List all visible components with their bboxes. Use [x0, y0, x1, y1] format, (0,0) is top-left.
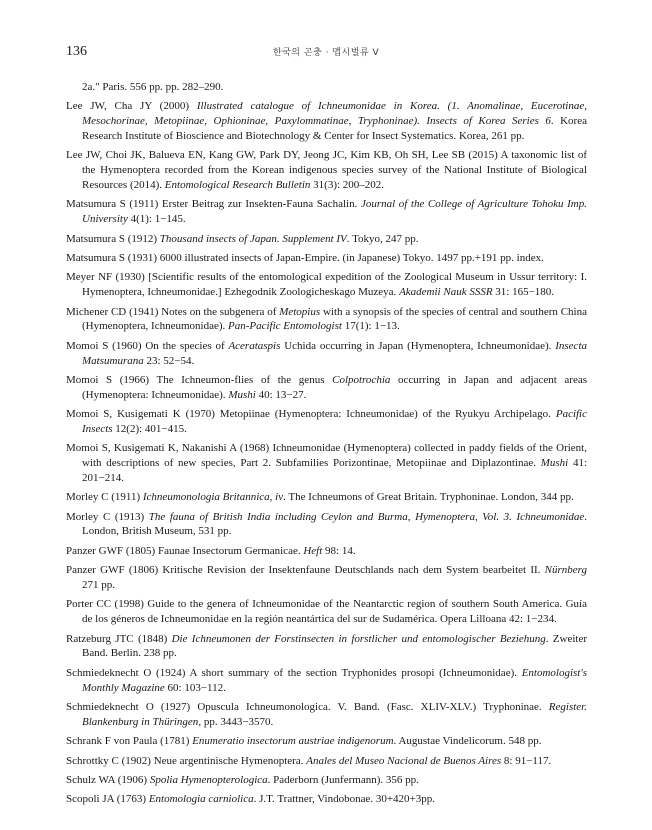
reference-entry	[66, 510, 587, 540]
reference-text: Lee JW, Choi JK, Balueva EN, Kang GW, Park DY, Jeong JC, Kim KB, Oh SH, Lee SB (2015) A taxonomic list of the Hymenoptera recorded from the Korean indigenous species survey of the National Institute of Biological Resources (2014).	[66, 149, 587, 191]
reference-text: Matsumura S (1931) 6000 illustrated insects of Japan-Empire. (in Japanese) Tokyo. 1497 pp.+191 pp. index.	[66, 251, 544, 264]
reference-italic-text: Entomologist's Monthly Magazine	[82, 666, 587, 694]
reference-text: Porter CC (1998) Guide to the genera of Ichneumonidae of the Neantarctic region of southern South America. Guía de los géneros de Ichneumonidae en la región neantártica del sur de Sudamérica. Opera Lilloana 42: 1−234.	[66, 598, 587, 626]
reference-text: . Tokyo, 247 pp.	[346, 232, 419, 245]
reference-entry	[66, 270, 587, 300]
reference-text: Schrottky C (1902) Neue argentinische Hymenoptera.	[66, 754, 307, 767]
reference-text: Morley C (1913)	[66, 510, 149, 523]
reference-italic-text: Nürnberg	[544, 564, 587, 577]
reference-text: Panzer GWF (1805) Faunae Insectorum Germanicae.	[66, 544, 304, 557]
reference-text: Schrank F von Paula (1781)	[66, 735, 193, 748]
reference-italic-text: Enumeratio insectorum austriae indigenorum	[192, 735, 394, 748]
reference-italic-text: Ichneumonologia Britannica, iv	[142, 491, 284, 504]
reference-entry	[66, 563, 587, 593]
reference-italic-text: Pacific Insects	[82, 408, 587, 435]
reference-text: 2a." Paris. 556 pp. pp. 282–290.	[82, 81, 224, 93]
reference-text: Panzer GWF (1806) Kritische Revision der Insektenfaune Deutschlands nach dem System bearbeitet II.	[66, 564, 545, 577]
reference-text: 12(2): 401−415.	[112, 422, 187, 435]
reference-text: Schmiedeknecht O (1924) A short summary of the section Tryphonides prosopi (Ichneumonidae).	[66, 666, 522, 679]
reference-italic-text: The fauna of British India including Ceylon and Burma, Hymenoptera, Vol. 3. Ichneumonidae	[148, 510, 585, 523]
reference-text: 271 pp.	[82, 579, 115, 592]
reference-text: occurring in Japan and adjacent areas (Hymenoptera: Ichneumonidae).	[82, 373, 587, 401]
reference-text: . J.T. Trattner, Vindobonae. 30+420+3pp.	[253, 793, 436, 806]
reference-text: Matsumura S (1912)	[66, 232, 160, 245]
reference-text: Meyer NF (1930) [Scientific results of the entomological expedition of the Zoological Museum in Ussur territory: I. Hymenoptera, Ichneumonidae.] Ezhegodnik Zoologicheskago Muzeya.	[66, 271, 587, 299]
reference-text: . Augustae Vindelicorum. 548 pp.	[393, 735, 542, 748]
reference-text: . London, British Museum, 531 pp.	[82, 510, 588, 538]
reference-text: Schulz WA (1906)	[66, 773, 150, 786]
reference-text: 40: 13−27.	[255, 388, 307, 401]
reference-text: Momoi S (1966) The Ichneumon-flies of the genus	[66, 373, 333, 386]
reference-text: 98: 14.	[322, 544, 356, 557]
reference-italic-text: Illustrated catalogue of Ichneumonidae in Korea. (1. Anomalinae, Eucerotinae, Mesochorinae, Metopiinae, Ophioninae, Paxylommatinae, Tryphoninae). Insects of Korea Series 6	[82, 100, 587, 128]
reference-text: 8: 91−117.	[501, 754, 552, 767]
reference-entry	[66, 632, 587, 662]
reference-entry	[66, 734, 587, 749]
reference-entry	[66, 544, 587, 559]
reference-entry	[66, 407, 587, 437]
reference-entry	[66, 773, 587, 788]
reference-text: . The Ichneumons of Great Britain. Tryphoninae. London, 344 pp.	[283, 491, 574, 504]
reference-text: 41: 201−214.	[82, 457, 587, 484]
reference-italic-text: Insecta Matsumurana	[82, 339, 587, 367]
reference-italic-text: Akademii Nauk SSSR	[399, 286, 493, 299]
reference-italic-text: Thousand insects of Japan. Supplement IV	[159, 232, 347, 245]
reference-entry	[66, 441, 587, 485]
reference-text: 31(3): 200–202.	[310, 178, 385, 191]
reference-italic-text: Journal of the College of Agriculture Tohoku Imp. University	[82, 198, 587, 226]
reference-entry	[66, 305, 587, 335]
reference-entry	[66, 373, 587, 403]
reference-italic-text: Acerataspis	[228, 339, 281, 352]
reference-text: Michener CD (1941) Notes on the subgenera of	[66, 305, 280, 318]
reference-text: with a synopsis of the species of central and southern China (Hymenoptera, Ichneumonidae).	[82, 305, 587, 333]
running-title: 한국의 곤충 · 맵시벌류 V	[272, 48, 380, 58]
reference-italic-text: Mushi	[228, 388, 256, 401]
reference-entry	[66, 251, 587, 266]
reference-entry	[66, 232, 587, 247]
reference-text: 31: 165−180.	[492, 286, 555, 299]
reference-text: Momoi S, Kusigemati K, Nakanishi A (1968) Ichneumonidae (Hymenoptera) collected in paddy fields of the Orient, with descriptions of new species, Part 2. Subfamilies Porizontinae, Metopiinae and Diplazontinae.	[66, 442, 587, 470]
reference-italic-text: Mushi	[540, 457, 569, 470]
page-number: 136	[66, 44, 87, 59]
reference-text: . Korea Research Institute of Bioscience and Biotechnology & Center for Insect Systematics. Korea, 261 pp.	[82, 115, 587, 142]
reference-entry	[66, 99, 587, 143]
reference-entry	[66, 597, 587, 627]
reference-text: Momoi S (1960) On the species of	[66, 339, 229, 352]
reference-text: Uchida occurring in Japan (Hymenoptera, Ichneumonidae).	[280, 339, 556, 352]
reference-entry	[66, 148, 587, 192]
reference-text: , pp. 3443−3570.	[198, 715, 274, 728]
reference-italic-text: Pan-Pacific Entomologist	[228, 320, 342, 333]
reference-text: Schmiedeknecht O (1927) Opuscula Ichneumonologica. V. Band. (Fasc. XLIV-XLV.) Tryphoninae.	[66, 700, 549, 713]
reference-italic-text: Entomologia carniolica	[148, 793, 254, 806]
reference-italic-text: Anales del Museo Nacional de Buenos Aires	[306, 754, 502, 767]
reference-italic-text: Entomological Research Bulletin	[164, 178, 311, 191]
reference-text: 60: 103−112.	[164, 681, 226, 694]
reference-text: Matsumura S (1911) Erster Beitrag zur Insekten-Fauna Sachalin.	[66, 198, 361, 211]
reference-entry	[66, 339, 587, 369]
reference-italic-text: Metopius	[279, 305, 321, 318]
reference-entry	[66, 490, 587, 505]
reference-italic-text: Colpotrochia	[332, 373, 391, 386]
reference-italic-text: Heft	[303, 544, 323, 557]
reference-list	[66, 80, 587, 812]
page-header	[66, 44, 586, 64]
reference-entry	[66, 80, 587, 95]
reference-text: 4(1): 1−145.	[127, 213, 186, 226]
reference-text: 17(1): 1−13.	[341, 320, 400, 333]
reference-entry	[66, 700, 587, 730]
reference-text: . Zweiter Band. Berlin. 238 pp.	[82, 632, 588, 660]
reference-text: . Paderborn (Junfermann). 356 pp.	[267, 773, 419, 786]
reference-italic-text: Die Ichneumonen der Forstinsecten in forstlicher und entomologischer Beziehung	[171, 632, 546, 645]
reference-entry	[66, 792, 587, 807]
reference-text: Momoi S, Kusigemati K (1970) Metopiinae (Hymenoptera: Ichneumonidae) of the Ryukyu Archipelago.	[66, 408, 556, 421]
reference-italic-text: Register. Blankenburg in Thüringen	[82, 700, 587, 728]
reference-entry	[66, 666, 587, 696]
reference-text: Lee JW, Cha JY (2000)	[66, 100, 197, 113]
reference-text: Ratzeburg JTC (1848)	[66, 632, 172, 645]
reference-text: Scopoli JA (1763)	[66, 793, 149, 806]
reference-text: Morley C (1911)	[66, 491, 143, 504]
reference-entry	[66, 197, 587, 227]
reference-text: 23: 52−54.	[143, 354, 195, 367]
reference-entry	[66, 754, 587, 769]
reference-italic-text: Spolia Hymenopterologica	[149, 773, 268, 786]
